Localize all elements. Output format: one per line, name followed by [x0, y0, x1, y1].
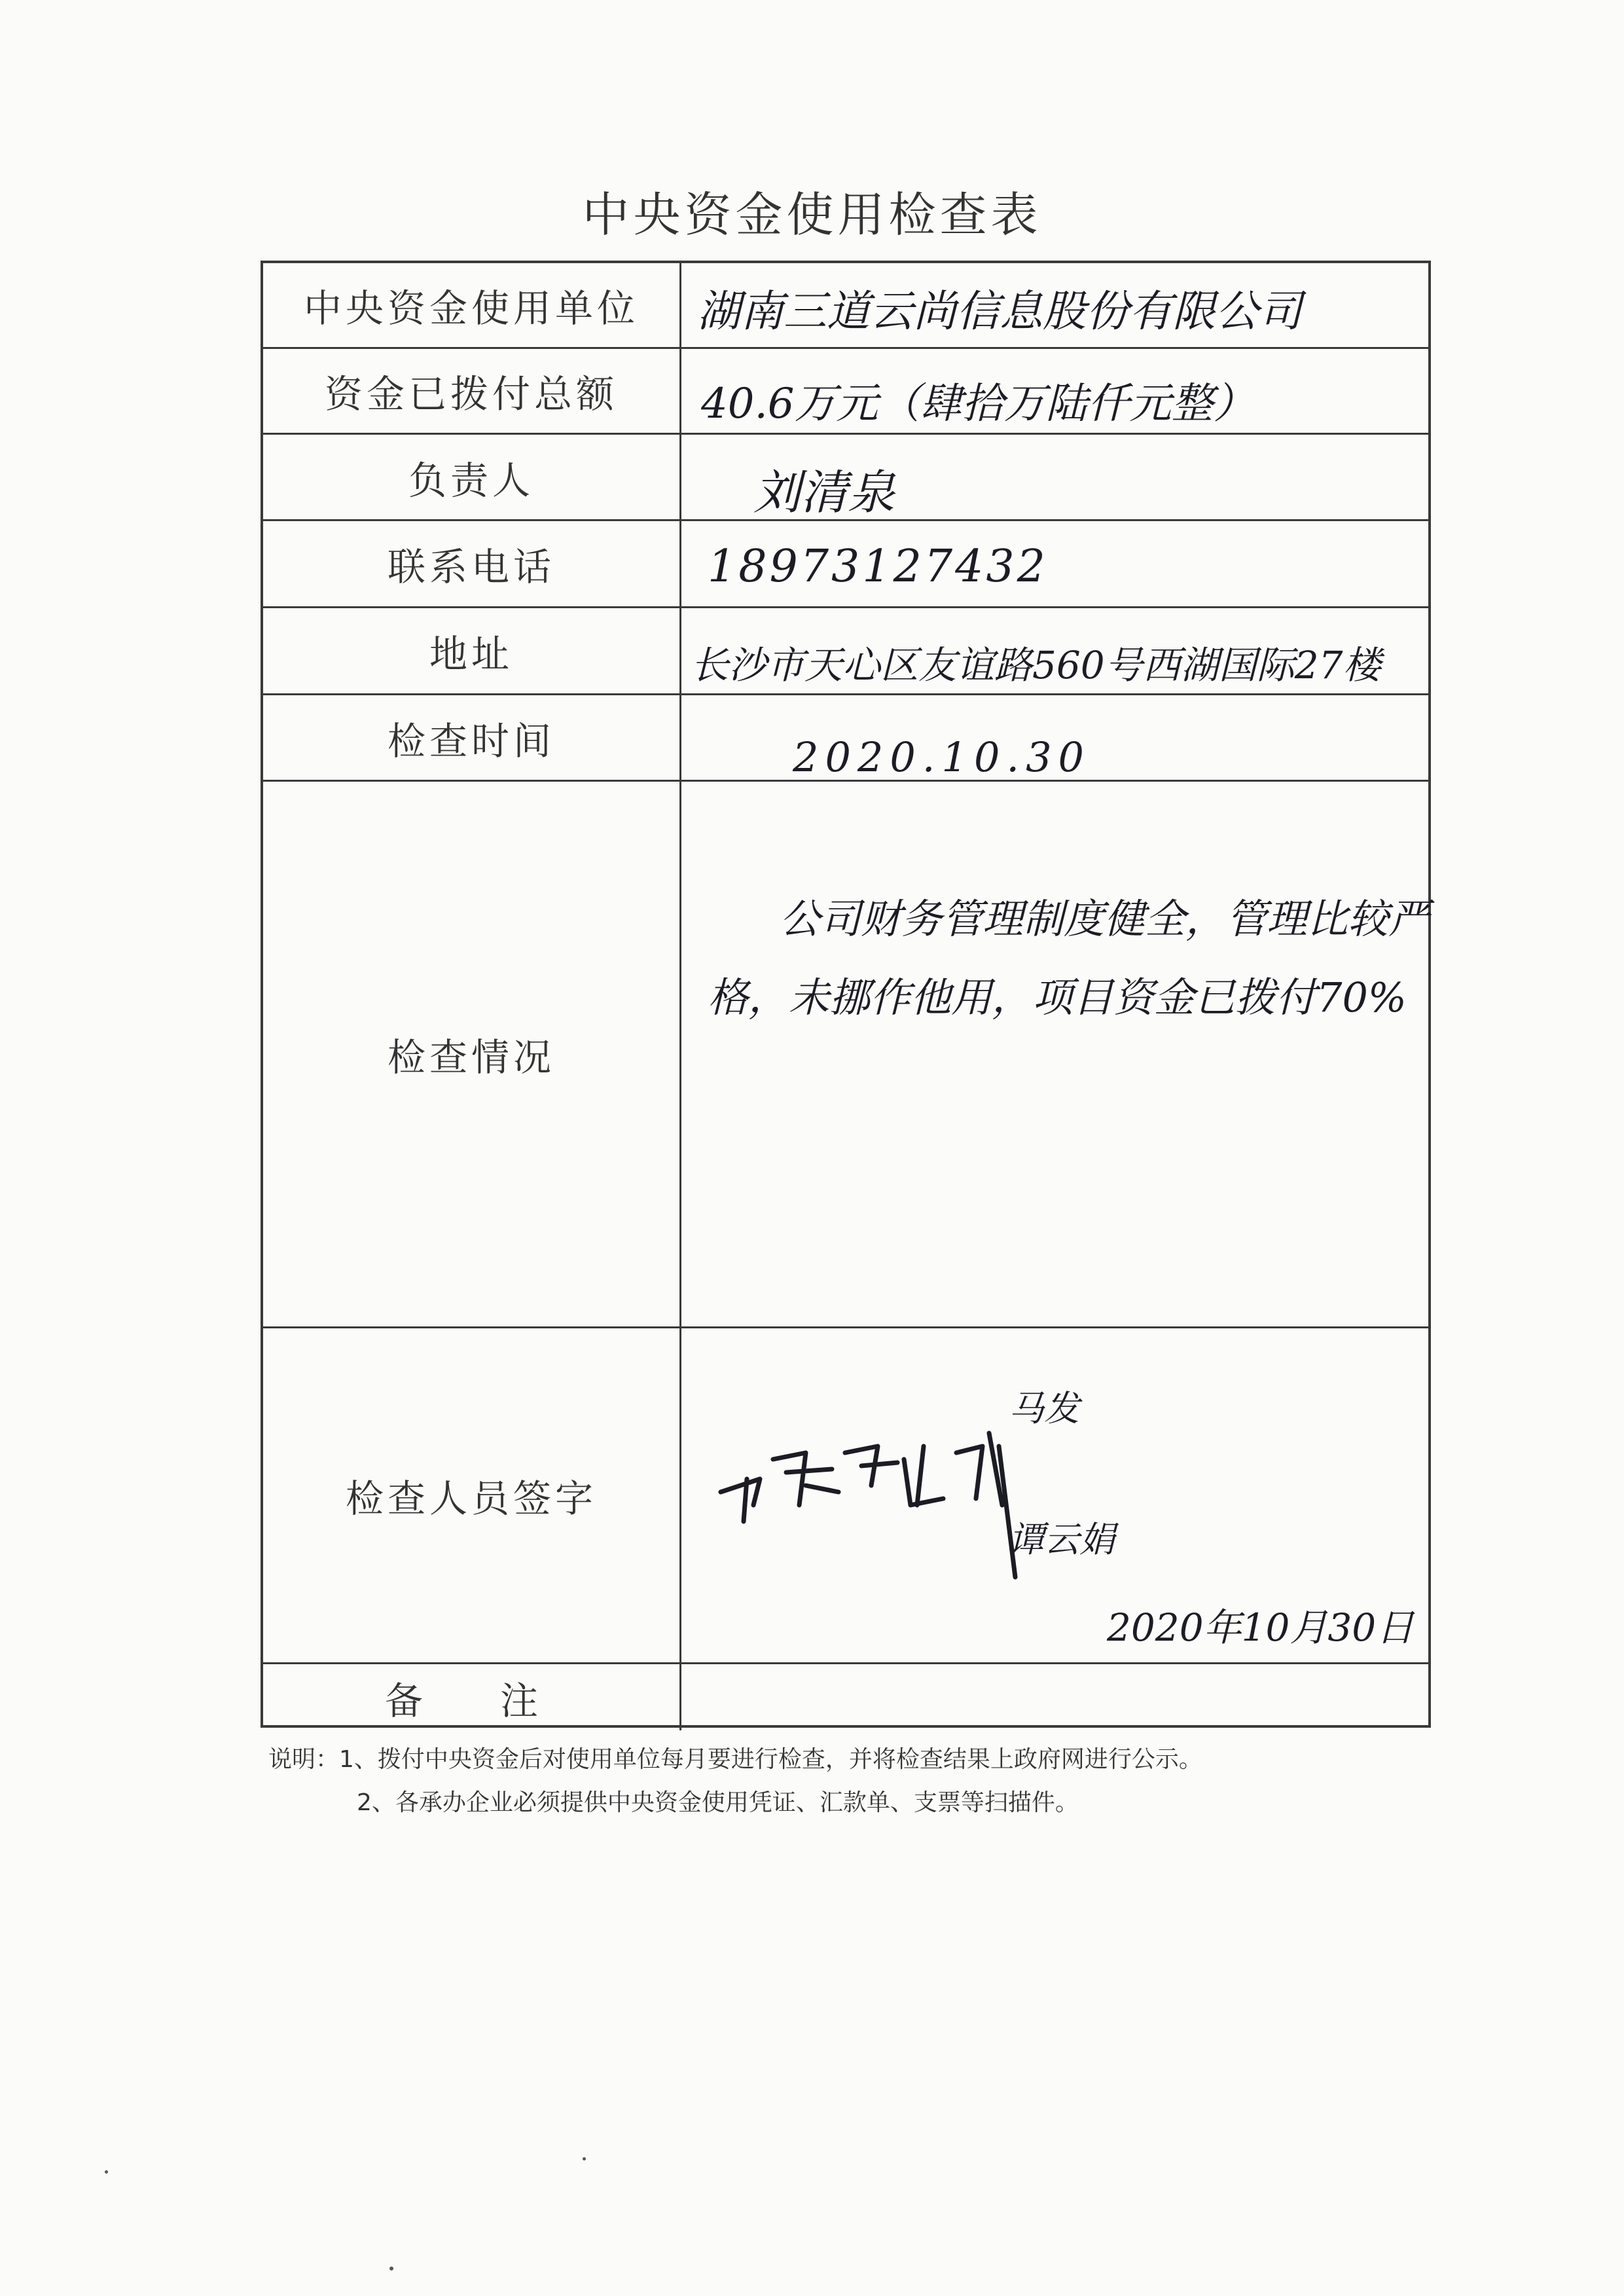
row-inspectors — [263, 1328, 1428, 1664]
note-line-1: 说明：1、拨付中央资金后对使用单位每月要进行检查，并将检查结果上政府网进行公示。 — [268, 1746, 1202, 1773]
value-cell-person — [679, 435, 1428, 519]
value-cell-inspectors — [679, 1328, 1428, 1662]
value-cell-date — [679, 695, 1428, 780]
inspector-name-1: 马发 — [1009, 1388, 1079, 1429]
scan-speck — [105, 2170, 108, 2174]
value-unit: 湖南三道云尚信息股份有限公司 — [697, 286, 1302, 337]
row-unit — [263, 263, 1428, 349]
value-cell-remarks — [679, 1664, 1428, 1730]
value-person: 刘清泉 — [753, 465, 895, 520]
row-remarks — [263, 1664, 1428, 1730]
inspection-table — [261, 261, 1431, 1728]
notes — [268, 1738, 1447, 1825]
signature-scribble — [708, 1407, 1048, 1597]
situation-line-2: 格，未挪作他用，项目资金已拨付70% — [708, 974, 1407, 1021]
row-situation — [263, 782, 1428, 1328]
value-phone: 18973127432 — [708, 541, 1048, 592]
label-date: 检查时间 — [387, 718, 555, 763]
row-person — [263, 435, 1428, 521]
value-cell-unit — [679, 263, 1428, 347]
value-address: 长沙市天心区友谊路560号西湖国际27楼 — [691, 643, 1381, 687]
value-cell-phone — [679, 521, 1428, 606]
value-cell-total — [679, 349, 1428, 433]
label-situation: 检查情况 — [387, 1035, 555, 1080]
value-date: 2020.10.30 — [793, 733, 1091, 781]
value-cell-address — [679, 608, 1428, 693]
label-phone: 联系电话 — [387, 545, 555, 589]
label-person: 负责人 — [408, 458, 534, 503]
row-phone — [263, 521, 1428, 608]
label-inspectors: 检查人员签字 — [345, 1476, 597, 1521]
row-date — [263, 695, 1428, 782]
value-total: 40.6万元（肆拾万陆仟元整） — [701, 380, 1255, 428]
form-title: 中央资金使用检查表 — [582, 187, 1042, 242]
label-total: 资金已拨付总额 — [324, 372, 618, 416]
situation-line-1: 公司财务管理制度健全，管理比较严 — [780, 895, 1430, 943]
row-address — [263, 608, 1428, 695]
inspector-name-2: 谭云娟 — [1009, 1519, 1115, 1560]
label-remarks: 备 注 — [384, 1678, 558, 1723]
label-address: 地址 — [429, 632, 513, 676]
value-cell-situation — [679, 782, 1428, 1326]
label-unit: 中央资金使用单位 — [303, 286, 639, 331]
row-total — [263, 349, 1428, 435]
inspection-sign-date: 2020年10月30日 — [1107, 1605, 1415, 1650]
note-line-2: 2、各承办企业必须提供中央资金使用凭证、汇款单、支票等扫描件。 — [357, 1789, 1079, 1816]
scan-speck — [389, 2267, 393, 2270]
scan-speck — [583, 2157, 586, 2160]
